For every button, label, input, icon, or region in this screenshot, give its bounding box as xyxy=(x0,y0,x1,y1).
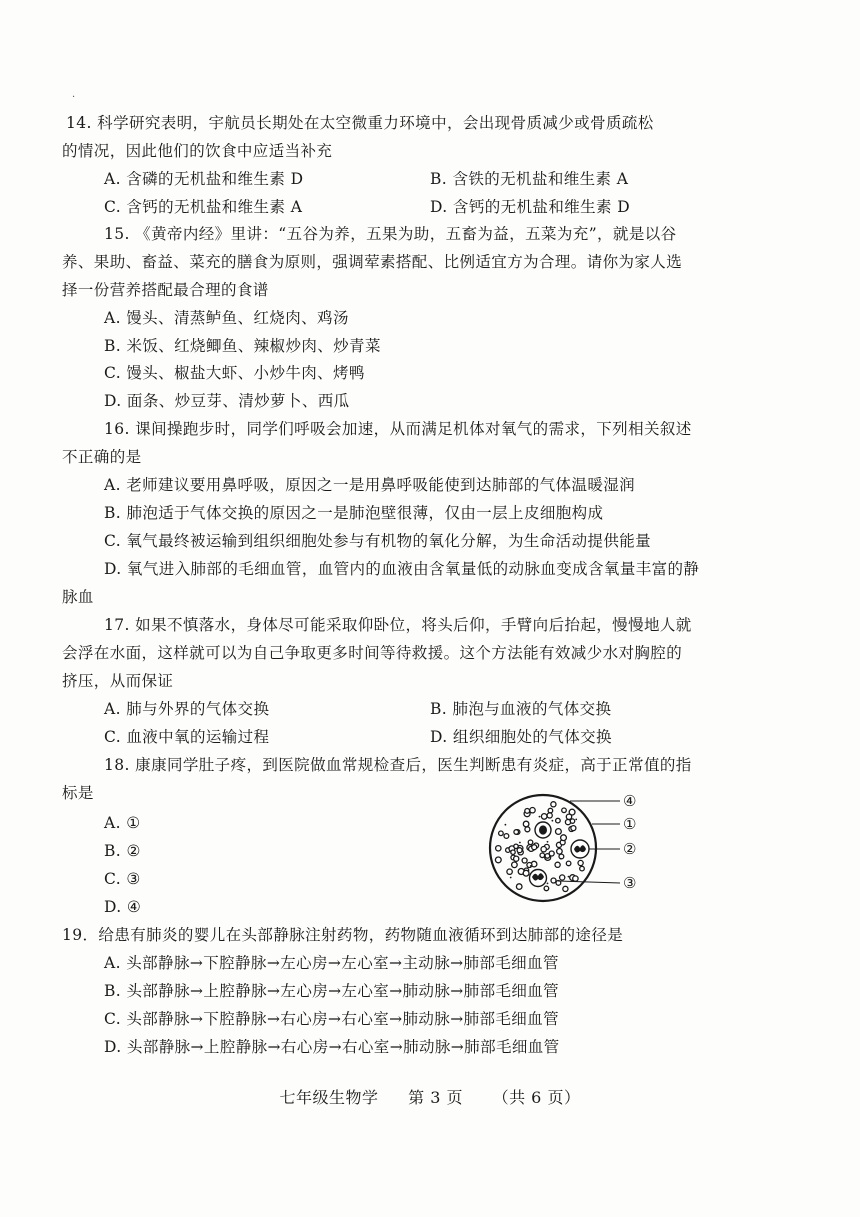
platelet xyxy=(539,816,541,818)
label-3: ③ xyxy=(623,874,637,892)
platelet xyxy=(519,842,521,844)
red-blood-cell xyxy=(525,809,530,814)
q17-stem-line: 挤压，从而保证 xyxy=(62,672,174,690)
red-blood-cell xyxy=(555,862,560,867)
white-blood-cell xyxy=(535,822,551,838)
q16-option-c: C. 氧气最终被运输到组织细胞处参与有机物的氧化分解，为生命活动提供能量 xyxy=(104,532,652,550)
pointer-line xyxy=(558,881,620,883)
red-blood-cell xyxy=(522,858,527,863)
white-blood-cell xyxy=(530,870,547,887)
q19-option-a: A. 头部静脉→下腔静脉→左心房→左心室→主动脉→肺部毛细血管 xyxy=(104,954,559,972)
q15-option-c: C. 馒头、椒盐大虾、小炒牛肉、烤鸭 xyxy=(104,364,365,382)
q15-stem-line: 养、果助、畜益、菜充的膳食为原则，强调荤素搭配、比例适宜方为合理。请你为家人选 xyxy=(62,253,683,271)
red-blood-cell xyxy=(499,831,504,836)
q16-option-b: B. 肺泡适于气体交换的原因之一是肺泡壁很薄，仅由一层上皮细胞构成 xyxy=(104,504,604,522)
q18-option-c: C. ③ xyxy=(104,870,141,888)
red-blood-cell xyxy=(548,808,553,813)
scan-dot: · xyxy=(72,92,76,103)
q17-stem-line: 17. 如果不慎落水，身体尽可能采取仰卧位，将头后仰，手臂向后抬起，慢慢地人就 xyxy=(104,616,692,634)
platelet xyxy=(510,877,512,879)
red-blood-cell xyxy=(578,860,583,865)
red-blood-cell xyxy=(530,808,535,813)
q16-option-d: D. 氧气进入肺部的毛细血管，血管内的血液由含氧量低的动脉血变成含氧量丰富的静 xyxy=(104,560,700,578)
q14-option-b: B. 含铁的无机盐和维生素 A xyxy=(430,170,629,188)
red-blood-cell xyxy=(525,827,530,832)
q14-stem-line: 的情况，因此他们的饮食中应适当补充 xyxy=(62,142,333,160)
red-blood-cell xyxy=(527,863,532,868)
red-blood-cell xyxy=(507,869,512,874)
q15-option-d: D. 面条、炒豆芽、清炒萝卜、西瓜 xyxy=(104,392,350,410)
platelet xyxy=(547,841,549,843)
q18-option-d: D. ④ xyxy=(104,898,142,916)
red-blood-cell xyxy=(495,857,501,863)
platelet xyxy=(552,820,554,822)
red-blood-cell xyxy=(541,814,547,820)
q18-stem-line: 标是 xyxy=(62,784,94,802)
q19-option-d: D. 头部静脉→上腔静脉→右心房→右心室→肺动脉→肺部毛细血管 xyxy=(104,1038,560,1056)
red-blood-cell xyxy=(551,878,556,883)
q16-stem-line: 16. 课间操跑步时，同学们呼吸会加速，从而满足机体对氧气的需求，下列相关叙述 xyxy=(104,420,692,438)
q15-stem-line: 择一份营养搭配最合理的食谱 xyxy=(62,281,269,299)
red-blood-cell xyxy=(523,821,529,827)
q18-stem-line: 18. 康康同学肚子疼，到医院做血常规检查后，医生判断患有炎症，高于正常值的指 xyxy=(104,756,692,774)
platelet xyxy=(530,865,532,867)
q17-option-a: A. 肺与外界的气体交换 xyxy=(104,700,270,718)
q19-stem: 19．给患有肺炎的婴儿在头部静脉注射药物，药物随血液循环到达肺部的途径是 xyxy=(62,926,624,944)
red-blood-cell xyxy=(573,876,578,881)
q16-option-d-cont: 脉血 xyxy=(62,588,94,606)
q14-option-d: D. 含钙的无机盐和维生素 D xyxy=(430,198,631,216)
red-blood-cell xyxy=(556,818,561,823)
q17-option-d: D. 组织细胞处的气体交换 xyxy=(430,728,612,746)
label-1: ① xyxy=(623,815,637,833)
red-blood-cell xyxy=(532,845,537,850)
red-blood-cell xyxy=(556,829,562,835)
red-blood-cell xyxy=(551,802,556,807)
footer-page: 第 3 页 xyxy=(408,1088,463,1107)
red-blood-cell xyxy=(514,844,518,848)
label-2: ② xyxy=(623,840,637,858)
red-blood-cell xyxy=(566,814,571,819)
red-blood-cell xyxy=(541,847,546,852)
q15-option-a: A. 馒头、清蒸鲈鱼、红烧肉、鸡汤 xyxy=(104,309,349,327)
q14-option-c: C. 含钙的无机盐和维生素 A xyxy=(104,198,303,216)
blood-smear-diagram xyxy=(488,788,658,908)
red-blood-cell xyxy=(560,875,565,880)
red-blood-cell xyxy=(504,834,509,839)
footer-subject: 七年级生物学 xyxy=(279,1088,379,1107)
page-footer xyxy=(0,1085,860,1108)
q14-stem-line: 14. 科学研究表明，宇航员长期处在太空微重力环境中，会出现骨质减少或骨质疏松 xyxy=(66,114,654,132)
red-blood-cell xyxy=(511,850,515,854)
red-blood-cell xyxy=(540,853,545,858)
red-blood-cell xyxy=(561,835,567,841)
white-blood-cell xyxy=(571,840,589,858)
red-blood-cell xyxy=(516,884,522,890)
q17-stem-line: 会浮在水面，这样就可以为自己争取更多时间等待救援。这个方法能有效减少水对胸腔的 xyxy=(62,644,683,662)
q14-option-a: A. 含磷的无机盐和维生素 D xyxy=(104,170,304,188)
red-blood-cell xyxy=(580,866,585,871)
platelet xyxy=(547,883,549,885)
red-blood-cell xyxy=(557,849,563,855)
red-blood-cell xyxy=(514,830,519,835)
red-blood-cell xyxy=(544,886,549,891)
red-blood-cell xyxy=(571,826,576,831)
red-blood-cell xyxy=(563,886,568,891)
red-blood-cell xyxy=(562,808,567,813)
q16-option-a: A. 老师建议要用鼻呼吸，原因之一是用鼻呼吸能使到达肺部的气体温暖湿润 xyxy=(104,476,636,494)
red-blood-cell xyxy=(545,854,550,859)
red-blood-cell xyxy=(512,862,518,868)
red-blood-cell xyxy=(570,819,574,823)
platelet xyxy=(575,819,577,821)
q19-option-c: C. 头部静脉→下腔静脉→右心房→右心室→肺动脉→肺部毛细血管 xyxy=(104,1010,559,1028)
q15-option-b: B. 米饭、红烧鲫鱼、辣椒炒肉、炒青菜 xyxy=(104,337,381,355)
q17-option-b: B. 肺泡与血液的气体交换 xyxy=(430,700,612,718)
red-blood-cell xyxy=(514,856,519,861)
q18-option-a: A. ① xyxy=(104,814,141,832)
q16-stem-line: 不正确的是 xyxy=(62,448,142,466)
platelet xyxy=(568,876,570,878)
platelet xyxy=(560,858,562,860)
red-blood-cell xyxy=(528,840,533,845)
q17-option-c: C. 血液中氧的运输过程 xyxy=(104,728,270,746)
label-4: ④ xyxy=(623,792,637,810)
red-blood-cell xyxy=(566,861,571,866)
red-blood-cell xyxy=(496,846,501,851)
footer-total: （共 6 页） xyxy=(492,1088,581,1107)
red-blood-cell xyxy=(547,813,552,818)
q19-option-b: B. 头部静脉→上腔静脉→左心房→左心室→肺动脉→肺部毛细血管 xyxy=(104,982,560,1000)
platelet xyxy=(505,824,507,826)
q18-option-b: B. ② xyxy=(104,842,141,860)
red-blood-cell xyxy=(523,870,529,876)
q15-stem-line: 15. 《黄帝内经》里讲：“五谷为养，五果为助，五畜为益，五菜为充”，就是以谷 xyxy=(104,225,677,243)
